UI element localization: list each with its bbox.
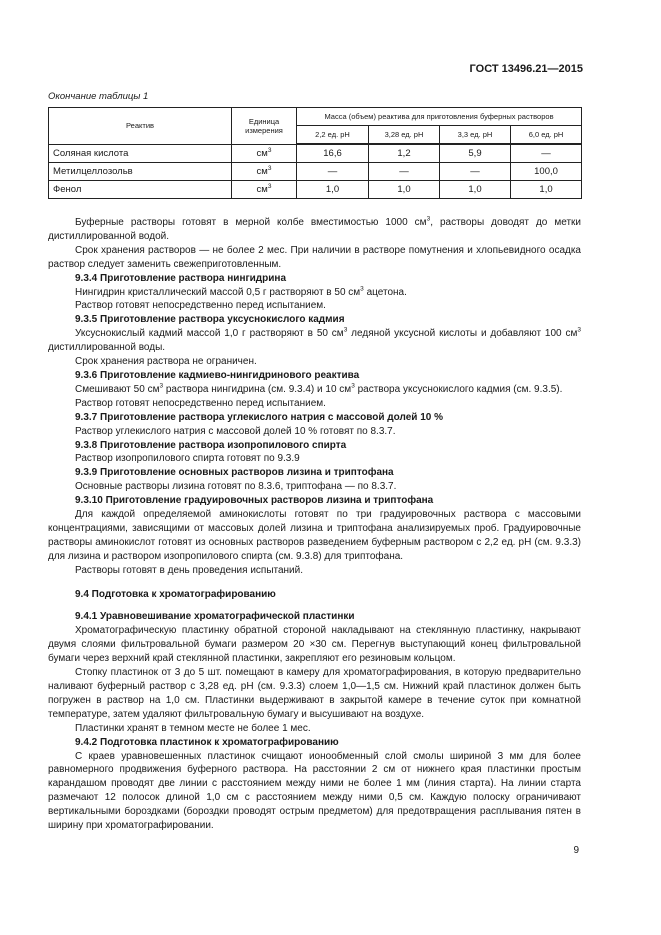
unit-text: см [256,184,268,195]
unit-text: см [256,166,268,177]
text-run: Нингидрин кристаллический массой 0,5 г растворяют в 50 см [75,286,361,298]
unit-text: см [256,147,268,159]
value-cell: — [297,163,369,181]
table-row [49,181,582,199]
value-cell: 5,9 [440,144,511,163]
value-cell: 1,0 [511,181,582,199]
col-header-ph: 2,2 ед. pH [297,126,369,145]
value-cell: 1,2 [369,144,440,163]
paragraph: Для каждой определяемой аминокислоты готовят по три градуировочных раствора с массовыми концентрациями, зависящими от массовых долей лизина и триптофана анализируемых проб. Градуировочные растворы аминокислот готовят из основных растворов разведением буферным раствором с 2,2 ед. pH (см. 9.3.3) для лизина и раствором изопропилового спирта (см. 9.3.8) для триптофана. [48,509,581,562]
paragraph: С краев уравновешенных пластинок счищают ионообменный слой смолы шириной 3 мм для более равномерного продвижения буферного раствора. На расстоянии 2 см от нижнего края пластинки простым карандашом проводят две линии с расстоянием между ними не более 1 мм (линия старта). На линии старта размечают 12 полосок длиной 1,0 см с расстоянием между ними 0,5 см. Каждую полоску ограничивают вертикальными бороздками (бороздки проводят острым предметом) для предотвращения расплывания пятен в ширину при хроматографировании. [48,750,581,832]
table-caption: Окончание таблицы 1 [48,91,149,102]
paragraph: Растворы готовят в день проведения испытаний. [75,564,304,576]
superscript: 3 [426,215,431,223]
unit-exponent: 3 [267,146,272,154]
paragraph: Раствор готовят непосредственно перед испытанием. [75,300,326,312]
unit-exponent: 3 [267,164,272,172]
reagent-name: Фенол [49,181,232,199]
page-number: 9 [573,845,579,856]
unit-cell [232,163,297,181]
superscript: 3 [351,382,355,390]
section-heading: 9.3.4 Приготовление раствора нингидрина [75,272,287,284]
col-header-unit: Единица измерения [232,108,297,145]
section-heading: 9.3.8 Приготовление раствора изопропилового спирта [75,439,347,451]
col-header-reagent: Реактив [49,108,232,145]
paragraph: Раствор готовят непосредственно перед испытанием. [75,397,326,409]
section-heading: 9.4.1 Уравновешивание хроматографической пластинки [75,611,355,623]
col-header-mass: Масса (объем) реактива для приготовления буферных растворов [297,108,582,126]
reagent-name: Метилцеллозольв [49,163,232,181]
text-run: раствора уксуснокислого кадмия (см. 9.3.5). [354,383,563,395]
paragraph: Стопку пластинок от 3 до 5 шт. помещают в камеру для хроматографирования, в которую предварительно наливают буферный раствор с 3,28 ед. pH (см. 9.3.3) слоем 1,0—1,5 см. Нижний край пластинок должен быть погружен в раствор на 1,0 см. Пластинки выдерживают в закрытой камере в течение суток при комнатной температуре, затем удаляют фильтровальную бумагу и высушивают на воздухе. [48,667,581,720]
col-header-ph: 6,0 ед. pH [511,126,582,145]
document-body [48,216,581,833]
paragraph [48,327,581,355]
unit-exponent: 3 [267,182,272,190]
paragraph: Хроматографическую пластинку обратной стороной накладывают на стеклянную пластинку, накрывают двумя слоями фильтровальной бумаги размером 20 ×30 см. Перегнув выступающий конец фильтровальной бумаги через верхний край стеклянной пластинки, закрепляют его резиновым кольцом. [48,625,581,665]
unit-cell [232,181,297,199]
superscript: 3 [159,382,164,390]
value-cell: 1,0 [369,181,440,199]
superscript: 3 [577,326,581,334]
col-header-ph: 3,3 ед. pH [440,126,511,145]
section-heading: 9.4.2 Подготовка пластинок к хроматографированию [75,736,339,748]
text-run: Смешивают 50 см [75,383,160,395]
section-heading: 9.3.9 Приготовление основных растворов лизина и триптофана [75,467,394,479]
paragraph: Срок хранения раствора не ограничен. [75,356,257,368]
value-cell: — [369,163,440,181]
table-row [49,163,582,181]
text-run: дистиллированной воды. [48,342,166,354]
section-heading: 9.3.5 Приготовление раствора уксуснокислого кадмия [75,314,345,326]
text-run: ацетона. [363,286,407,298]
paragraph: Срок хранения растворов — не более 2 мес. При наличии в растворе помутнения и хлопьевидного осадка раствор следует заменить свежеприготовленным. [48,244,581,270]
paragraph [48,216,581,244]
text-run: Уксуснокислый кадмий массой 1,0 г растворяют в 50 см [75,328,344,340]
section-heading: 9.3.10 Приготовление градуировочных растворов лизина и триптофана [75,495,434,507]
value-cell: — [440,163,511,181]
table-row [49,144,582,163]
section-heading: 9.3.7 Приготовление раствора углекислого натрия с массовой долей 10 % [75,411,444,423]
superscript: 3 [360,285,364,293]
paragraph [48,286,581,300]
paragraph: Основные растворы лизина готовят по 8.3.6, триптофана — по 8.3.7. [75,481,397,493]
paragraph: Пластинки хранят в темном месте не более 1 мес. [75,722,311,734]
paragraph [48,383,581,397]
value-cell: 1,0 [440,181,511,199]
text-run: раствора нингидрина (см. 9.3.4) и 10 см [163,383,352,395]
value-cell: 100,0 [511,163,582,181]
paragraph: Раствор изопропилового спирта готовят по 9.3.9 [75,453,300,465]
value-cell: 16,6 [297,144,369,163]
text-run: ледяной уксусной кислоты и добавляют 100 см [347,328,578,340]
text-run: , растворы доводят до метки дистиллированной водой. [48,217,581,242]
value-cell: 1,0 [297,181,369,199]
paragraph: Раствор углекислого натрия с массовой долей 10 % готовят по 8.3.7. [75,425,396,437]
section-heading: 9.3.6 Приготовление кадмиево-нингидринового реактива [75,369,360,381]
text-run: Буферные растворы готовят в мерной колбе вместимостью 1000 см [75,217,427,228]
section-heading: 9.4 Подготовка к хроматографированию [75,588,276,600]
value-cell: — [511,144,582,163]
standard-header: ГОСТ 13496.21—2015 [469,63,583,75]
reagent-name: Соляная кислота [49,144,232,163]
superscript: 3 [343,326,348,334]
col-header-ph: 3,28 ед. pH [369,126,440,145]
unit-cell [232,144,297,163]
reagent-table [48,107,582,199]
